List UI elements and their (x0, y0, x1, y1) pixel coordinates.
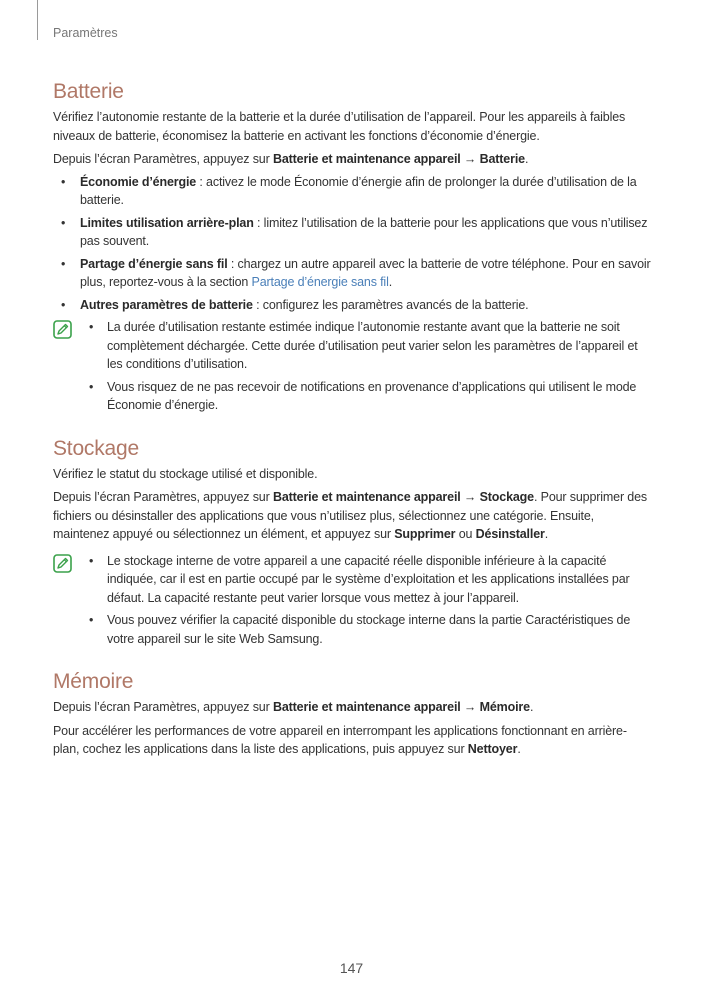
note-pencil-icon (53, 320, 72, 339)
section-title-battery: Batterie (53, 80, 124, 103)
storage-note (53, 552, 653, 649)
section-memory (53, 670, 653, 759)
note-item: • Le stockage interne de votre appareil a une capacité réelle disponible inférieure à la capacité indiquée, car il est en partie occupé par le système d’exploitation et les applications installées par défaut. La capacité restante peut varier lorsque vous mettez à jour l’appareil. (107, 552, 653, 608)
note-item: • Vous pouvez vérifier la capacité disponible du stockage interne dans la partie Caractéristiques de votre appareil sur le site Web Samsung. (107, 611, 653, 648)
memory-desc: Pour accélérer les performances de votre appareil en interrompant les applications fonctionnant en arrière-plan, cochez les applications dans la liste des applications, puis appuyez sur Nettoyer. (53, 723, 627, 756)
battery-options-list (53, 173, 653, 315)
memory-path: Depuis l’écran Paramètres, appuyez sur Batterie et maintenance appareil → Mémoire. (53, 700, 534, 714)
list-item: • Autres paramètres de batterie : configurez les paramètres avancés de la batterie. (53, 296, 653, 315)
section-title-memory: Mémoire (53, 670, 134, 693)
storage-path: Depuis l’écran Paramètres, appuyez sur Batterie et maintenance appareil → Stockage. Pour supprimer des fichiers ou désinstaller des applications que vous n’utilisez plus, sélectionnez une catégorie. Ensuite, maintenez appuyé ou sélectionnez un élément, et appuyez sur Supprimer ou Désinstaller. (53, 490, 648, 541)
section-storage (53, 437, 653, 649)
note-item: • Vous risquez de ne pas recevoir de notifications en provenance d’applications qui utilisent le mode Économie d’énergie. (107, 378, 653, 415)
list-item: • Partage d’énergie sans fil : chargez un autre appareil avec la batterie de votre téléphone. Pour en savoir plus, reportez-vous à la section Partage d’énergie sans fil. (53, 255, 653, 292)
section-title-storage: Stockage (53, 436, 139, 460)
battery-intro: Vérifiez l’autonomie restante de la batterie et la durée d’utilisation de l’appareil. Pour les appareils à faibles niveaux de batterie, économisez la batterie en activant les fonctions d’économie d’énergie. (53, 110, 626, 143)
page-number: 147 (339, 960, 364, 976)
list-item: • Économie d’énergie : activez le mode Économie d’énergie afin de prolonger la durée d’utilisation de la batterie. (53, 173, 653, 210)
list-item: • Limites utilisation arrière-plan : limitez l’utilisation de la batterie pour les applications que vous n’utilisez pas souvent. (53, 214, 653, 251)
battery-note (53, 318, 653, 415)
page-content (53, 80, 653, 759)
note-item: • La durée d’utilisation restante estimée indique l’autonomie restante avant que la batterie ne soit complètement déchargée. Cette durée d’utilisation peut varier selon les paramètres de l’appareil et les conditions d’utilisation. (107, 318, 653, 374)
section-battery (53, 80, 653, 415)
running-header: Paramètres (53, 26, 118, 40)
header-rule (37, 0, 38, 40)
storage-intro: Vérifiez le statut du stockage utilisé et disponible. (53, 466, 318, 481)
note-pencil-icon (53, 554, 72, 573)
battery-path: Depuis l’écran Paramètres, appuyez sur Batterie et maintenance appareil → Batterie. (53, 152, 529, 166)
link-wireless-powershare[interactable]: Partage d’énergie sans fil (251, 275, 389, 289)
